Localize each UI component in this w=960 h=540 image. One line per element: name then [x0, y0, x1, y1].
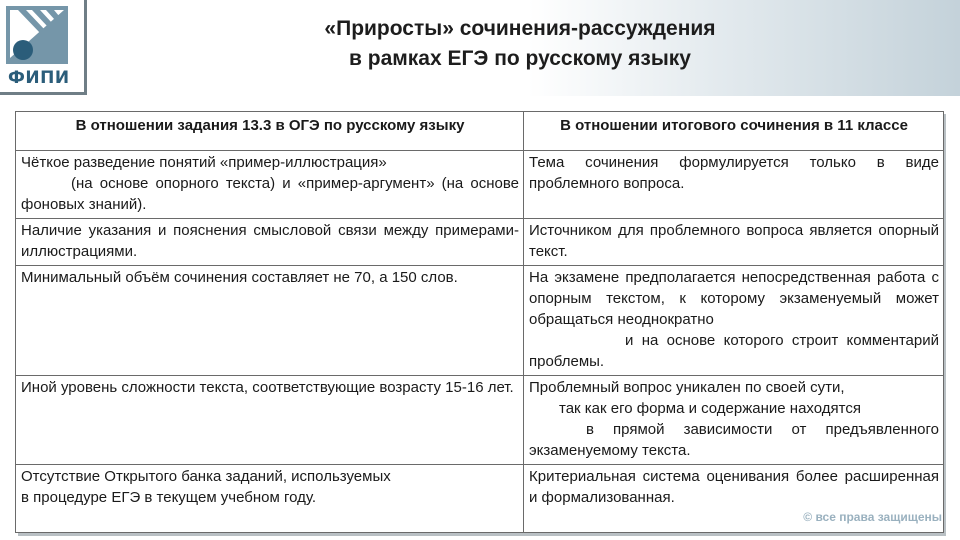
cell-text: Проблемный вопрос уникален по своей сути,: [529, 379, 845, 396]
cell-text: Тема сочинения формулируется только в виде проблемного вопроса.: [529, 154, 939, 192]
table-row: [16, 219, 944, 266]
cell-text: Чёткое разведение понятий «пример-иллюстрация»: [21, 154, 387, 171]
page-title: [200, 14, 840, 74]
table-row: [16, 266, 944, 376]
cell-text: (на основе опорного текста) и «пример-аргумент» (на основе фоновых знаний).: [21, 175, 519, 213]
fipi-logo-icon: [6, 6, 70, 66]
cell-text: Критериальная система оценивания более расширенная и формализованная.: [529, 468, 939, 506]
table-row: [16, 376, 944, 465]
logo-divider-vertical: [84, 0, 87, 95]
cell-text: Минимальный объём сочинения составляет не 70, а 150 слов.: [21, 269, 458, 286]
table-header-row: [16, 112, 944, 151]
cell-left: [16, 376, 524, 465]
logo: [0, 0, 84, 96]
cell-left: [16, 465, 524, 533]
title-line-1: «Приросты» сочинения-рассуждения: [324, 17, 716, 40]
cell-right: [524, 266, 944, 376]
title-line-2: в рамках ЕГЭ по русскому языку: [349, 47, 691, 70]
cell-left: [16, 219, 524, 266]
cell-text: На экзамене предполагается непосредственная работа с опорным текстом, к которому экзаменуемый может обращаться неоднократно: [529, 269, 939, 328]
cell-text: в прямой зависимости от предъявленного экзаменуемому текста.: [529, 421, 939, 459]
copyright-footer: © все права защищены: [803, 510, 942, 524]
table-row: [16, 151, 944, 219]
comparison-table: [15, 111, 944, 533]
cell-text: Иной уровень сложности текста, соответствующие возрасту 15-16 лет.: [21, 379, 514, 396]
header-oge: В отношении задания 13.3 в ОГЭ по русскому языку: [16, 112, 524, 151]
cell-text: и на основе которого строит комментарий проблемы.: [529, 332, 939, 370]
cell-text: Отсутствие Открытого банка заданий, используемых: [21, 468, 391, 485]
cell-text: Источником для проблемного вопроса является опорный текст.: [529, 222, 939, 260]
logo-text: ФИПИ: [8, 68, 70, 88]
cell-left: [16, 151, 524, 219]
header-final-essay: В отношении итогового сочинения в 11 классе: [524, 112, 944, 151]
cell-text: в процедуре ЕГЭ в текущем учебном году.: [21, 489, 317, 506]
comparison-table-wrapper: [15, 111, 943, 533]
cell-right: [524, 151, 944, 219]
cell-right: [524, 219, 944, 266]
logo-divider: [0, 92, 86, 95]
cell-text: Наличие указания и пояснения смысловой связи между примерами-иллюстрациями.: [21, 222, 519, 260]
cell-right: [524, 376, 944, 465]
cell-left: [16, 266, 524, 376]
cell-text: так как его форма и содержание находятся: [559, 400, 861, 417]
